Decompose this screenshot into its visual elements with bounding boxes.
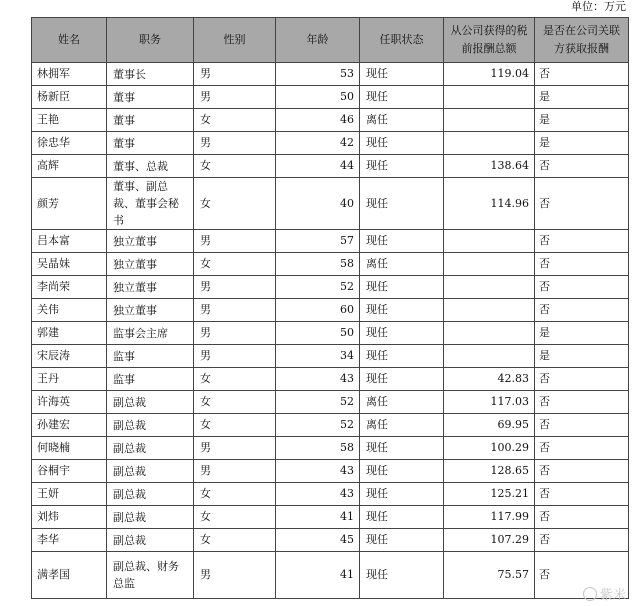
cell-position: 副总裁 (107, 483, 194, 506)
cell-position: 董事、副总裁、董事会秘书 (107, 178, 194, 230)
cell-related: 否 (535, 178, 629, 230)
cell-position: 副总裁、财务总监 (107, 552, 194, 599)
cell-pay (444, 109, 535, 132)
cell-status: 现任 (360, 155, 444, 178)
cell-position: 监事 (107, 368, 194, 391)
table-row (32, 391, 629, 414)
cell-position: 副总裁 (107, 529, 194, 552)
table-body (32, 63, 629, 599)
table-row (32, 178, 629, 230)
cell-status: 现任 (360, 345, 444, 368)
cell-position: 董事 (107, 86, 194, 109)
header-related: 是否在公司关联方获取报酬 (535, 18, 629, 63)
table-row (32, 230, 629, 253)
cell-status: 离任 (360, 253, 444, 276)
cell-status: 现任 (360, 552, 444, 599)
cell-related: 否 (535, 529, 629, 552)
cell-pay (444, 276, 535, 299)
watermark-text: 紫米 (599, 588, 626, 603)
cell-pay: 114.96 (444, 178, 535, 230)
cell-age: 43 (276, 460, 360, 483)
table-row (32, 299, 629, 322)
cell-age: 52 (276, 391, 360, 414)
cell-related: 否 (535, 63, 629, 86)
cell-pay: 107.29 (444, 529, 535, 552)
table-row (32, 63, 629, 86)
cell-gender: 女 (194, 155, 276, 178)
cell-gender: 女 (194, 529, 276, 552)
table-row (32, 368, 629, 391)
cell-status: 现任 (360, 178, 444, 230)
cell-pay: 138.64 (444, 155, 535, 178)
table-row (32, 253, 629, 276)
cell-age: 58 (276, 437, 360, 460)
cell-related: 否 (535, 155, 629, 178)
cell-name: 宋辰涛 (32, 345, 107, 368)
cell-pay (444, 299, 535, 322)
cell-gender: 女 (194, 368, 276, 391)
cell-status: 现任 (360, 460, 444, 483)
cell-pay: 100.29 (444, 437, 535, 460)
cell-status: 现任 (360, 506, 444, 529)
table-row (32, 155, 629, 178)
watermark-logo-icon (583, 587, 597, 601)
cell-name: 王艳 (32, 109, 107, 132)
cell-position: 副总裁 (107, 460, 194, 483)
cell-gender: 男 (194, 86, 276, 109)
cell-age: 41 (276, 506, 360, 529)
table-row (32, 414, 629, 437)
cell-status: 现任 (360, 86, 444, 109)
cell-age: 58 (276, 253, 360, 276)
cell-gender: 女 (194, 178, 276, 230)
cell-position: 监事会主席 (107, 322, 194, 345)
cell-name: 王妍 (32, 483, 107, 506)
cell-gender: 女 (194, 253, 276, 276)
cell-related: 否 (535, 391, 629, 414)
table-row (32, 552, 629, 599)
cell-status: 现任 (360, 276, 444, 299)
table-row (32, 132, 629, 155)
cell-position: 独立董事 (107, 253, 194, 276)
cell-related: 否 (535, 276, 629, 299)
cell-gender: 女 (194, 391, 276, 414)
cell-gender: 男 (194, 437, 276, 460)
cell-gender: 男 (194, 460, 276, 483)
cell-position: 副总裁 (107, 391, 194, 414)
cell-age: 43 (276, 483, 360, 506)
cell-age: 43 (276, 368, 360, 391)
cell-position: 董事 (107, 109, 194, 132)
cell-related: 是 (535, 322, 629, 345)
cell-pay (444, 230, 535, 253)
header-gender: 性别 (194, 18, 276, 63)
cell-gender: 男 (194, 276, 276, 299)
cell-gender: 男 (194, 299, 276, 322)
cell-status: 现任 (360, 299, 444, 322)
cell-age: 52 (276, 414, 360, 437)
cell-age: 50 (276, 322, 360, 345)
header-name: 姓名 (32, 18, 107, 63)
header-status: 任职状态 (360, 18, 444, 63)
cell-pay: 42.83 (444, 368, 535, 391)
cell-related: 否 (535, 483, 629, 506)
cell-related: 否 (535, 437, 629, 460)
cell-related: 是 (535, 345, 629, 368)
cell-age: 34 (276, 345, 360, 368)
cell-name: 李华 (32, 529, 107, 552)
cell-pay: 117.99 (444, 506, 535, 529)
cell-related: 是 (535, 109, 629, 132)
unit-label: 单位：万元 (571, 0, 626, 13)
cell-pay (444, 253, 535, 276)
cell-related: 否 (535, 552, 629, 599)
cell-gender: 男 (194, 132, 276, 155)
compensation-table (31, 17, 629, 599)
cell-name: 孙建宏 (32, 414, 107, 437)
table-row (32, 460, 629, 483)
cell-gender: 男 (194, 345, 276, 368)
cell-name: 许海英 (32, 391, 107, 414)
cell-name: 颜芳 (32, 178, 107, 230)
table-row (32, 86, 629, 109)
table-row (32, 483, 629, 506)
table-row (32, 437, 629, 460)
cell-age: 40 (276, 178, 360, 230)
cell-age: 53 (276, 63, 360, 86)
table-row (32, 109, 629, 132)
cell-age: 41 (276, 552, 360, 599)
cell-position: 独立董事 (107, 299, 194, 322)
cell-name: 吕本富 (32, 230, 107, 253)
cell-age: 44 (276, 155, 360, 178)
cell-related: 否 (535, 506, 629, 529)
cell-status: 现任 (360, 132, 444, 155)
cell-age: 42 (276, 132, 360, 155)
cell-gender: 男 (194, 230, 276, 253)
cell-gender: 男 (194, 322, 276, 345)
header-pay: 从公司获得的税前报酬总额 (444, 18, 535, 63)
cell-status: 现任 (360, 529, 444, 552)
cell-gender: 女 (194, 109, 276, 132)
cell-related: 否 (535, 253, 629, 276)
cell-name: 吴晶妹 (32, 253, 107, 276)
cell-position: 独立董事 (107, 276, 194, 299)
cell-name: 关伟 (32, 299, 107, 322)
cell-related: 是 (535, 86, 629, 109)
cell-name: 王丹 (32, 368, 107, 391)
cell-pay: 128.65 (444, 460, 535, 483)
watermark (583, 584, 626, 603)
cell-pay: 69.95 (444, 414, 535, 437)
cell-related: 是 (535, 132, 629, 155)
cell-related: 否 (535, 230, 629, 253)
cell-position: 监事 (107, 345, 194, 368)
table-row (32, 322, 629, 345)
cell-pay (444, 132, 535, 155)
cell-pay: 117.03 (444, 391, 535, 414)
table-row (32, 276, 629, 299)
cell-position: 独立董事 (107, 230, 194, 253)
cell-pay: 125.21 (444, 483, 535, 506)
cell-position: 副总裁 (107, 414, 194, 437)
cell-status: 离任 (360, 391, 444, 414)
cell-status: 离任 (360, 109, 444, 132)
cell-name: 高辉 (32, 155, 107, 178)
cell-related: 否 (535, 414, 629, 437)
cell-gender: 女 (194, 414, 276, 437)
cell-related: 否 (535, 368, 629, 391)
header-age: 年龄 (276, 18, 360, 63)
table-row (32, 506, 629, 529)
cell-name: 谷桐宇 (32, 460, 107, 483)
cell-pay (444, 86, 535, 109)
cell-status: 现任 (360, 437, 444, 460)
cell-name: 李尚荣 (32, 276, 107, 299)
cell-name: 满孝国 (32, 552, 107, 599)
cell-position: 董事长 (107, 63, 194, 86)
cell-related: 否 (535, 460, 629, 483)
cell-gender: 女 (194, 506, 276, 529)
cell-position: 副总裁 (107, 437, 194, 460)
cell-gender: 女 (194, 483, 276, 506)
cell-age: 57 (276, 230, 360, 253)
cell-name: 何晓楠 (32, 437, 107, 460)
cell-status: 现任 (360, 368, 444, 391)
cell-age: 60 (276, 299, 360, 322)
cell-position: 董事 (107, 132, 194, 155)
cell-pay: 119.04 (444, 63, 535, 86)
cell-pay: 75.57 (444, 552, 535, 599)
table-row (32, 345, 629, 368)
cell-name: 林拥军 (32, 63, 107, 86)
cell-pay (444, 345, 535, 368)
cell-age: 50 (276, 86, 360, 109)
cell-name: 徐忠华 (32, 132, 107, 155)
cell-name: 杨新臣 (32, 86, 107, 109)
cell-status: 离任 (360, 414, 444, 437)
cell-gender: 男 (194, 552, 276, 599)
cell-status: 现任 (360, 483, 444, 506)
table-row (32, 529, 629, 552)
cell-pay (444, 322, 535, 345)
cell-age: 45 (276, 529, 360, 552)
cell-name: 刘炜 (32, 506, 107, 529)
cell-status: 现任 (360, 63, 444, 86)
cell-status: 现任 (360, 322, 444, 345)
header-position: 职务 (107, 18, 194, 63)
cell-age: 52 (276, 276, 360, 299)
cell-related: 否 (535, 299, 629, 322)
cell-position: 副总裁 (107, 506, 194, 529)
table-header-row (32, 18, 629, 63)
cell-gender: 男 (194, 63, 276, 86)
cell-position: 董事、总裁 (107, 155, 194, 178)
cell-status: 现任 (360, 230, 444, 253)
cell-name: 郭建 (32, 322, 107, 345)
cell-age: 46 (276, 109, 360, 132)
